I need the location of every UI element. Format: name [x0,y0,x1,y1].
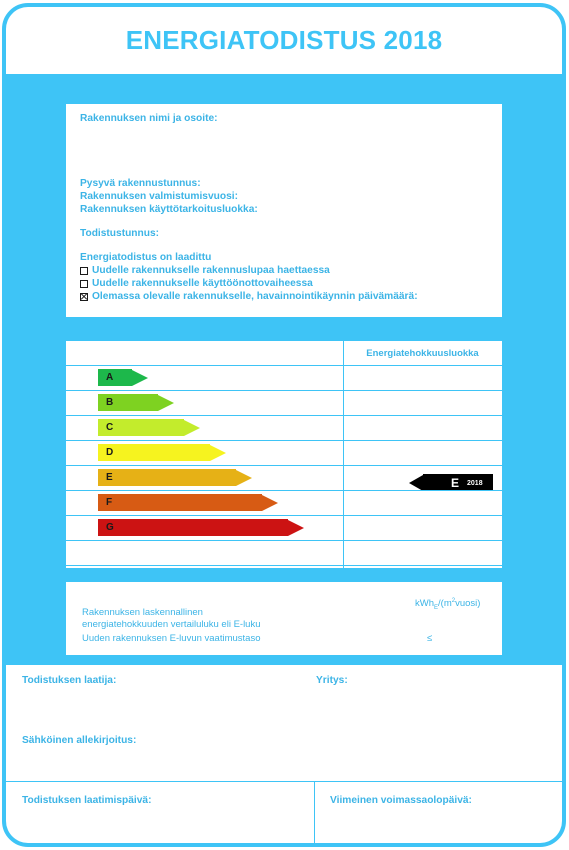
signature-panel [6,665,562,847]
column-divider [343,341,344,568]
valid-until-label: Viimeinen voimassaolopäivä: [330,795,472,806]
option-commissioning[interactable] [80,277,488,290]
comparison-symbol: ≤ [427,633,433,644]
current-class-indicator [409,474,493,491]
building-info-panel [66,104,502,317]
energy-class-label: B [98,394,158,411]
energy-class-label: E [98,469,236,486]
checkbox-checked-icon[interactable] [80,293,88,301]
row-divider [66,365,502,366]
e-value-panel [66,582,502,655]
e-value-requirement-label: Uuden rakennuksen E-luvun vaatimustaso [82,633,261,644]
page-title: ENERGIATODISTUS 2018 [125,25,443,55]
row-divider [66,440,502,441]
checkbox-unchecked-icon[interactable] [80,280,88,288]
e-value-label-line1: Rakennuksen laskennallinen [82,607,203,618]
issue-date-label: Todistuksen laatimispäivä: [22,795,152,806]
energy-class-panel [66,341,502,568]
energy-class-label: G [98,519,288,536]
arrow-tip-icon [288,520,304,536]
energy-class-label: D [98,444,210,461]
arrow-tip-icon [210,445,226,461]
name-address-label: Rakennuksen nimi ja osoite: [80,113,218,124]
author-label: Todistuksen laatija: [22,675,117,686]
arrow-tip-icon [262,495,278,511]
energy-class-bar-a [98,369,148,386]
option-building-permit[interactable] [80,264,488,277]
made-for-heading: Energiatodistus on laadittu [80,252,212,263]
e-value-unit: $kWh_E/(m^2vuosi)$ [415,598,481,612]
energy-class-label: C [98,419,184,436]
company-label: Yritys: [316,675,348,686]
energy-class-bar-e [98,469,252,486]
row-divider [66,415,502,416]
column-divider [314,781,315,847]
option-existing-building[interactable] [80,290,488,303]
energy-class-bar-b [98,394,174,411]
row-divider [66,565,502,566]
signature-label: Sähköinen allekirjoitus: [22,735,137,746]
row-divider [66,390,502,391]
current-class-label: E [451,475,460,490]
certificate-frame [2,3,566,847]
e-value-label-line2: energiatehokkuuden vertailuluku eli E-luku [82,619,261,630]
arrow-tip-icon [184,420,200,436]
energy-class-label: A [98,369,132,386]
arrow-tip-icon [236,470,252,486]
energy-class-bar-g [98,519,304,536]
completion-year-label: Rakennuksen valmistumisvuosi: [80,191,238,202]
usage-class-label: Rakennuksen käyttötarkoitusluokka: [80,204,258,215]
permanent-id-label: Pysyvä rakennustunnus: [80,178,201,189]
arrow-tip-icon [158,395,174,411]
option-label: Olemassa olevalle rakennukselle, havainnointikäynnin päivämäärä: [92,291,418,302]
energy-class-bar-d [98,444,226,461]
current-class-year: 2018 [467,480,483,487]
pointer-arrow-icon [409,475,423,491]
option-label: Uudelle rakennukselle rakennuslupaa haettaessa [92,265,330,276]
title-band [6,7,562,74]
row-divider [66,515,502,516]
row-divider [6,781,562,782]
energy-class-column-header: Energiatehokkuusluokka [366,347,479,359]
row-divider [66,490,502,491]
row-divider [66,540,502,541]
energy-class-label: F [98,494,262,511]
energy-class-bar-f [98,494,278,511]
row-divider [66,465,502,466]
energy-class-bar-c [98,419,200,436]
checkbox-unchecked-icon[interactable] [80,267,88,275]
arrow-tip-icon [132,370,148,386]
certificate-id-label: Todistustunnus: [80,228,160,239]
option-label: Uudelle rakennukselle käyttöönottovaiheessa [92,278,313,289]
